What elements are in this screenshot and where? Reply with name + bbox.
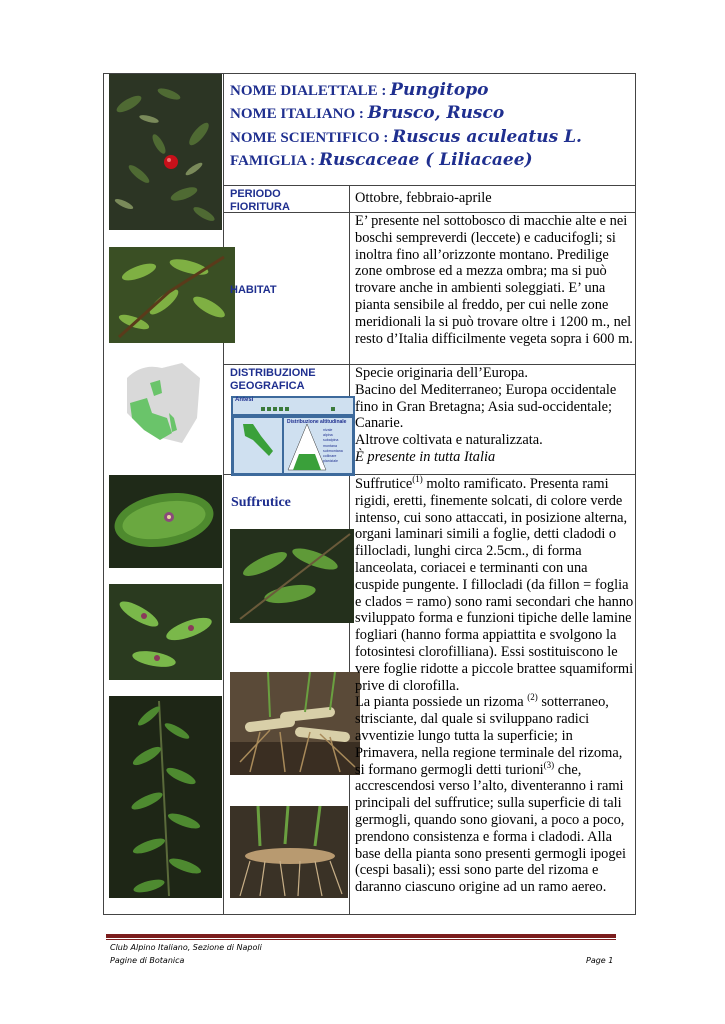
antesi-altitude-widget <box>231 396 355 476</box>
distribution-map <box>122 358 204 450</box>
text-run: Suffrutice <box>355 476 413 492</box>
level-label: montana <box>323 443 337 448</box>
label-line: PERIODO <box>230 188 281 200</box>
photo-cladodes <box>109 247 235 343</box>
suffrutice-paragraph <box>355 694 635 896</box>
photo-flowers-on-cladodes <box>109 584 222 680</box>
suffrutice-text <box>355 476 635 896</box>
periodo-fioritura-label <box>230 188 290 214</box>
text-run: molto ramificato. Presenta rami rigidi, eretti, finemente solcati, di colore verde intenso, cui sono attaccati, in posizione alterna, organi laminari simili a foglie, detti cladodi o fillocladi, lunghi circa 2.5cm., di forma lanceolata, coriacei e terminanti con una cuspide pungente. I fillocladi (da fillon = foglia e clados = ramo) sono rami secondari che hanno sviluppato forma e funzioni tipiche delle lamine fogliari (hanno forma appiattita e svolgono la fotosintesi clorofilliana). Essi sostituiscono le vere foglie ridotte a piccole brattee squamiformi prive di clorofilla. <box>355 476 634 694</box>
nome-scientifico-value: Ruscus aculeatus L. <box>392 127 582 147</box>
text-run: sotterraneo, strisciante, dal quale si sviluppano radici avventizie lungo tutta la superficie; in Primavera, nella regione terminale del rizoma, si formano germogli detti turioni <box>355 694 623 778</box>
column-divider <box>223 73 224 915</box>
page-number: Page 1 <box>586 956 614 965</box>
photo-rhizome <box>230 672 360 775</box>
level-label: collinare <box>323 454 337 459</box>
nome-dialettale-label: NOME DIALETTALE : <box>230 83 391 99</box>
antesi-label: Antesi <box>235 397 254 403</box>
footnote-ref: (1) <box>412 474 423 485</box>
altitude-levels <box>323 428 343 464</box>
nome-italiano-label: NOME ITALIANO : <box>230 106 368 122</box>
nome-scientifico <box>230 127 582 147</box>
photo-cladode-detail <box>230 529 354 623</box>
level-label: subalpina <box>323 438 339 443</box>
nome-dialettale <box>230 80 488 100</box>
level-label: submontana <box>323 448 343 453</box>
footnote-ref: (3) <box>543 759 555 770</box>
text-run: La pianta possiede un rizoma <box>355 694 528 711</box>
famiglia <box>230 150 533 170</box>
level-label: planiziale <box>323 459 338 464</box>
altitude-label: Distribuzione altitudinale <box>287 419 347 425</box>
footer-rule <box>106 934 616 938</box>
nome-dialettale-value: Pungitopo <box>390 80 489 100</box>
habitat-text: E’ presente nel sottobosco di macchie alte e nei boschi sempreverdi (leccete) e caducifogli; si inoltra fino all’orizzonte montano. Predilige zone ombrose ed a mezza ombra; ma si può trovare anche in ambienti soleggiati. E’ una pianta sensibile al freddo, per cui nelle zone meridionali la si può trovare oltre i 1200 m., nel resto d’Italia difficilmente vegeta sopra i 600 m. <box>355 213 633 347</box>
distribuzione-line: È presente in tutta Italia <box>355 448 496 465</box>
suffrutice-label: Suffrutice <box>231 495 291 510</box>
footer-org: Club Alpino Italiano, Sezione di Napoli <box>110 943 262 952</box>
suffrutice-paragraph <box>355 476 635 694</box>
famiglia-value: Ruscaceae ( Liliacaee) <box>318 150 533 170</box>
periodo-fioritura-value: Ottobre, febbraio-aprile <box>355 190 492 206</box>
photo-berries-branch <box>109 74 222 230</box>
habitat-label: HABITAT <box>230 284 277 296</box>
row-divider <box>223 185 636 186</box>
nome-italiano-value: Brusco, Rusco <box>367 103 505 123</box>
footer-rule <box>106 939 616 940</box>
label-line: DISTRIBUZIONE <box>230 367 316 379</box>
label-line: GEOGRAFICA <box>230 380 305 392</box>
text-run: che, accrescendosi verso l’alto, diventeranno i rami principali del suffrutice; sulla superficie di tali germogli, quando sono giovani, a poco a poco, prendono consistenza e forma i cladodi. Alla base della pianta sono presenti germogli ipogei (cespi basali); essi sono parte del rizoma e daranno ciascuno origine ad un ramo aereo. <box>355 761 626 896</box>
label-line: FIORITURA <box>230 201 290 213</box>
photo-branch-cladodes <box>109 696 222 898</box>
footer-section: Pagine di Botanica <box>110 956 185 965</box>
photo-flower-cladode <box>109 475 222 568</box>
famiglia-label: FAMIGLIA : <box>230 153 319 169</box>
distribuzione-line: Bacino del Mediterraneo; Europa occidentale fino in Gran Bretagna; Asia sud-occidentale; Canarie. <box>355 381 617 432</box>
nome-scientifico-label: NOME SCIENTIFICO : <box>230 130 393 146</box>
level-label: alpina <box>323 433 333 438</box>
level-label: nivale <box>323 428 333 432</box>
nome-italiano <box>230 103 504 123</box>
footnote-ref: (2) <box>527 692 538 703</box>
distribuzione-text <box>355 365 635 466</box>
distribuzione-line: Specie originaria dell’Europa. <box>355 365 529 381</box>
photo-roots <box>230 806 348 898</box>
distribuzione-line: Altrove coltivata e naturalizzata. <box>355 432 543 449</box>
distribuzione-label <box>230 367 316 393</box>
